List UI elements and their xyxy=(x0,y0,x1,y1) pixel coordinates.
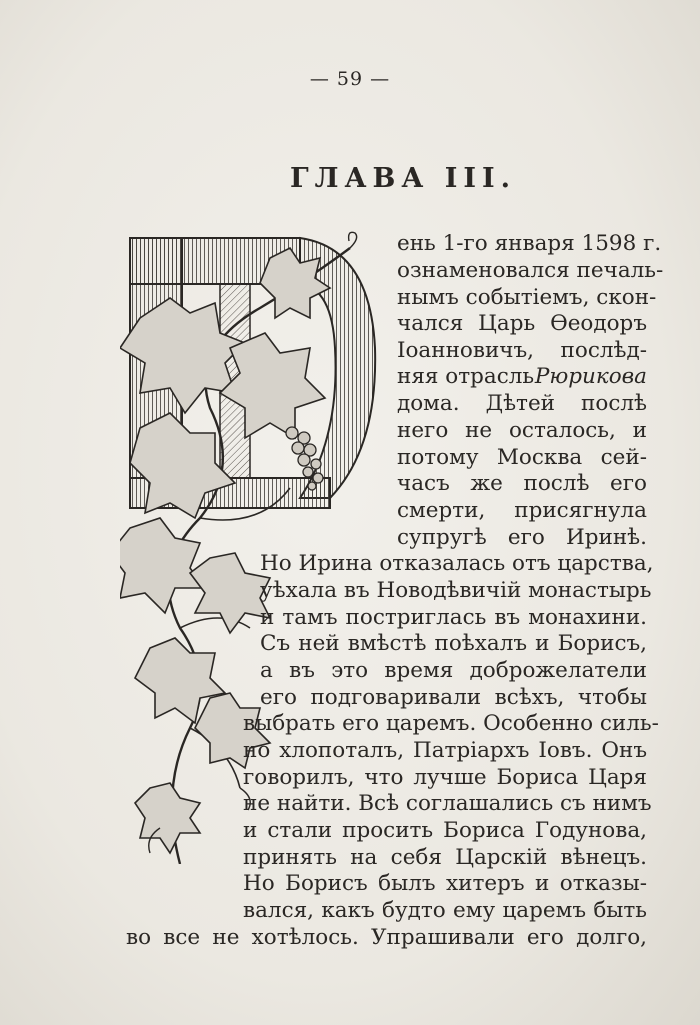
text-line: принять на себя Царскій вѣнецъ. xyxy=(243,845,647,870)
text-line: ознаменовался печаль- xyxy=(397,258,664,283)
text-line xyxy=(397,366,647,388)
text-line: его подговаривали всѣхъ, чтобы xyxy=(260,685,647,710)
text-line: Но Борисъ былъ хитеръ и отказы- xyxy=(243,871,647,896)
text-line: чался Царь Ѳеодоръ xyxy=(397,311,647,336)
text-line: смерти, присягнула xyxy=(397,498,647,523)
text-line: и тамъ постриглась въ монахини. xyxy=(260,605,647,630)
text-line: выбрать его царемъ. Особенно силь- xyxy=(243,711,659,736)
text-line: супругѣ его Иринѣ. xyxy=(397,525,647,550)
text-line: и стали просить Бориса Годунова, xyxy=(243,818,647,843)
text-line: уѣхала въ Новодѣвичій монастырь xyxy=(260,578,652,603)
text-line: нымъ событіемъ, скон- xyxy=(397,285,657,310)
chapter-title: ГЛАВА III. xyxy=(290,163,517,194)
text-line: дома. Дѣтей послѣ xyxy=(397,391,647,416)
text-line: ень 1-го января 1598 г. xyxy=(397,231,662,256)
text-line: не найти. Всѣ соглашались съ нимъ xyxy=(243,791,652,816)
text-line: часъ же послѣ его xyxy=(397,471,647,496)
text-line: Съ ней вмѣстѣ поѣхалъ и Борисъ, xyxy=(260,631,647,656)
text-line: вался, какъ будто ему царемъ быть xyxy=(243,898,647,923)
text-line: потому Москва сей- xyxy=(397,445,647,470)
text-line: Іоанновичъ, послѣд- xyxy=(397,338,647,363)
text-line: но хлопоталъ, Патріархъ Іовъ. Онъ xyxy=(243,738,647,763)
text-line: Но Ирина отказалась отъ царства, xyxy=(260,551,654,576)
text-segment-italic: Рюрикова xyxy=(534,364,647,389)
text-line: него не осталось, и xyxy=(397,418,647,443)
text-line: во все не хотѣлось. Упрашивали его долго, xyxy=(126,925,647,950)
text-line: а въ это время доброжелатели xyxy=(260,658,647,683)
text-line: говорилъ, что лучше Бориса Царя xyxy=(243,765,647,790)
page-number: — 59 — xyxy=(309,68,391,90)
text-segment: няя отрасль xyxy=(397,364,535,389)
